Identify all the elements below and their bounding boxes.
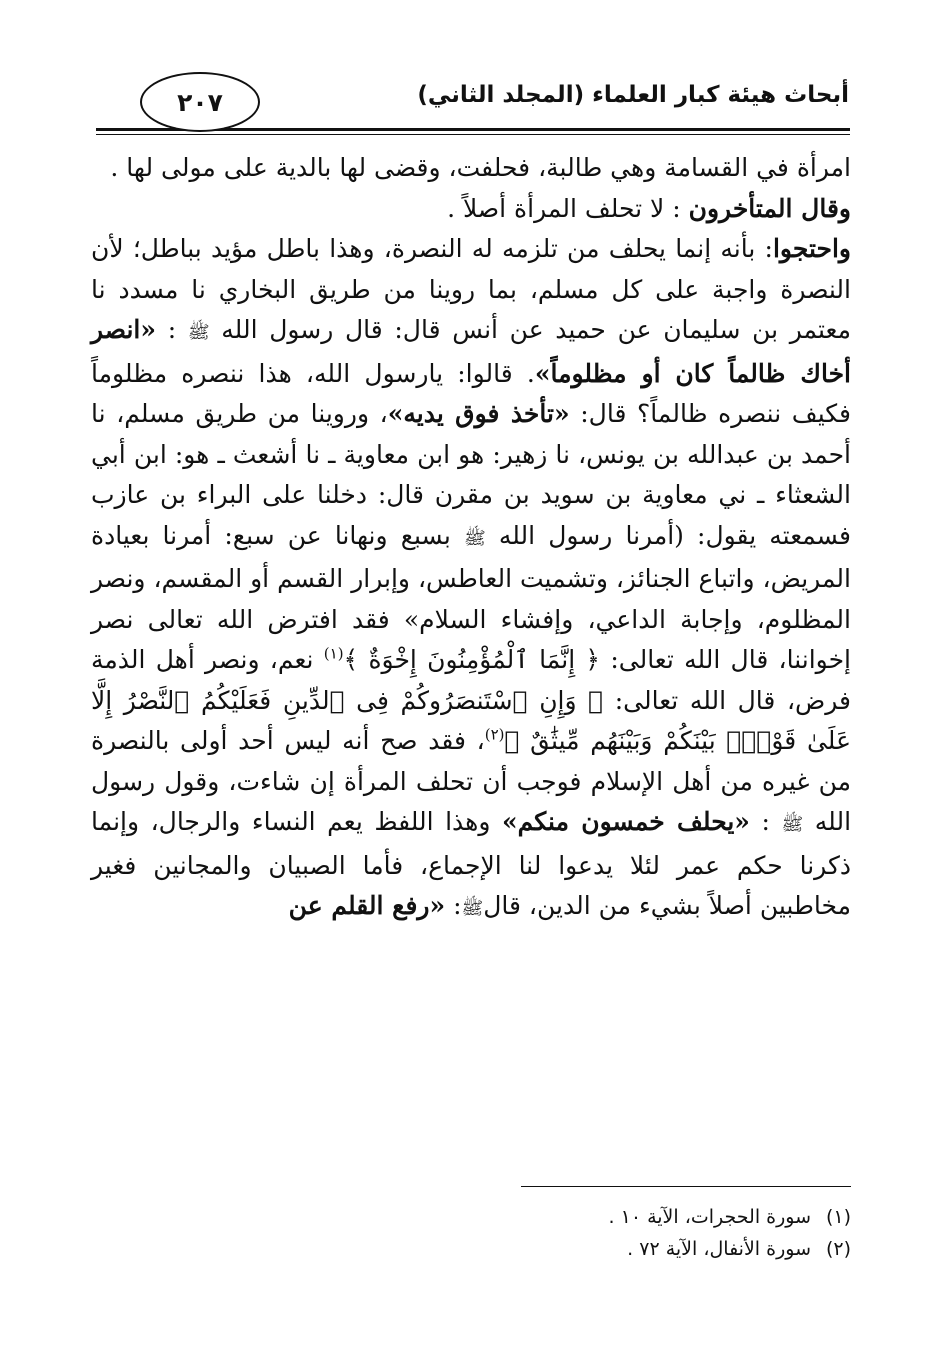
- hadith-4: «رفع القلم عن: [288, 891, 446, 920]
- quran-verse-1: ﴿ إِنَّمَا ٱلْمُؤْمِنُونَ إِخْوَةٌ ﴾: [343, 645, 601, 674]
- honorific-3: ﷺ: [781, 814, 804, 835]
- footnote-ref-2: (٢): [484, 725, 505, 744]
- footnotes: [351, 1201, 851, 1265]
- p3-text-b: :: [167, 315, 177, 344]
- footnote-2-number: (٢): [825, 1238, 851, 1260]
- p3-text-c: . قالوا: يارسول الله، هذا ننصره مظلوماً فكيف ننصره ظالماً؟ قال:: [91, 358, 851, 428]
- honorific-4: ﷺ: [461, 898, 484, 919]
- p1-text: امرأة في القسامة وهي طالبة، فحلفت، وقضى لها بالدية على مولى لها .: [110, 153, 851, 182]
- footnote-1-text: سورة الحجرات، الآية ١٠ .: [608, 1206, 811, 1228]
- quran-verse-2: ﴿ وَإِنِ ٱسْتَنصَرُوكُمْ فِى ٱلدِّينِ فَعَلَيْكُمُ ٱلنَّصْرُ إِلَّا عَلَىٰ قَوْمٍۭ بَيْنَكُمْ وَبَيْنَهُم مِّيثَٰقٌ ﴾: [91, 685, 851, 755]
- p3-text-f: نعم، ونصر أهل الذمة فرض، قال الله تعالى:: [91, 645, 851, 715]
- running-title: أبحاث هيئة كبار العلماء (المجلد الثاني): [417, 82, 849, 108]
- footnote-rule: [521, 1186, 851, 1187]
- p3-text-a: : بأنه إنما يحلف من تلزمه له النصرة، وهذا باطل مؤيد بباطل؛ لأن النصرة واجبة على كل مسلم، بما روينا من طريق البخاري نا مسدد نا معتمر بن سليمان عن حميد عن أنس قال: قال رسول الله: [91, 234, 851, 344]
- p3-text-j: :: [453, 891, 462, 920]
- page-number-oval: [140, 72, 260, 132]
- paragraph-3: [91, 229, 851, 930]
- paragraph-1: [91, 148, 851, 189]
- hadith-1: «انصر أخاك ظالماً كان أو مظلوماً»: [91, 315, 851, 388]
- p3-text-g: ، فقد صح أنه ليس أحد أولى بالنصرة من غيره من أهل الإسلام فوجب أن تحلف المرأة إن شاءت، وقول رسول الله: [91, 726, 852, 836]
- footnote-ref-1: (١): [323, 644, 344, 663]
- p2-text: : لا تحلف المرأة أصلاً .: [447, 193, 681, 223]
- p3-text-h: :: [761, 807, 770, 836]
- hadith-3: «يحلف خمسون منكم»: [501, 807, 750, 836]
- p2-label: وقال المتأخرون: [688, 193, 851, 223]
- main-text: [91, 148, 851, 930]
- p3-text-i: وهذا اللفظ يعم النساء والرجال، وإنما ذكرنا حكم عمر لئلا يدعوا لنا الإجماع، فأما الصبيان والمجانين فغير مخاطبين أصلاً بشيء من الدين، قال: [91, 807, 851, 920]
- honorific-2: ﷺ: [463, 527, 486, 549]
- footnote-1: [351, 1201, 851, 1233]
- p3-label: واحتجوا: [772, 234, 851, 263]
- page-number: ٢٠٧: [177, 87, 223, 117]
- paragraph-2: [91, 189, 851, 230]
- footnote-2-text: سورة الأنفال، الآية ٧٢ .: [627, 1238, 811, 1260]
- p3-text-d: ، وروينا من طريق مسلم، نا أحمد بن عبدالله بن يونس، نا زهير: هو ابن معاوية ـ نا أشعث ـ هو: ابن أبي الشعثاء ـ ني معاوية بن سويد بن مقرن قال: دخلنا على البراء بن عازب فسمعته يقول: (أمرنا رسول الله: [91, 399, 851, 550]
- footnote-2: [351, 1233, 851, 1265]
- p3-text-e: بسبع ونهانا عن سبع: أمرنا بعيادة المريض، واتباع الجنائز، وتشميت العاطس، وإبرار القسم أو المقسم، ونصر المظلوم، وإجابة الداعي، وإفشاء السلام» فقد افترض الله تعالى نصر إخواننا، قال الله تعالى:: [91, 520, 851, 674]
- honorific-1: ﷺ: [187, 322, 210, 343]
- footnote-1-number: (١): [825, 1206, 851, 1228]
- hadith-2: «تأخذ فوق يديه»: [387, 399, 570, 428]
